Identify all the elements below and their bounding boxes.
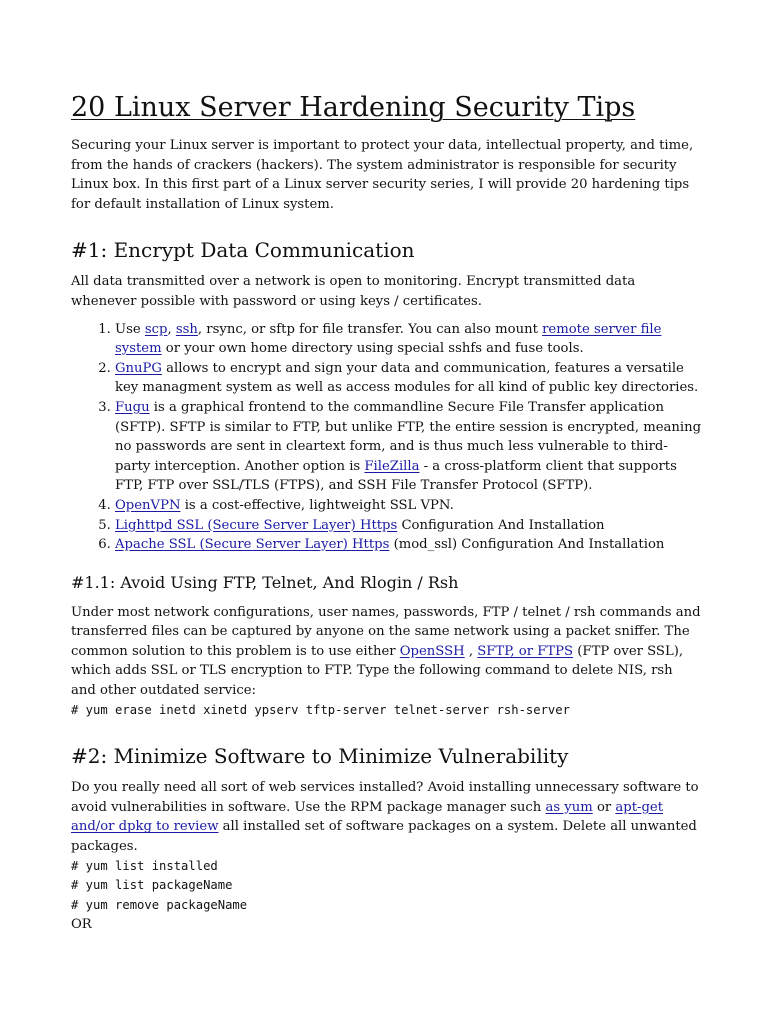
text: is a graphical frontend to the commandline Secure File Transfer application (SFTP). SFTP is similar to FTP, but unlike FTP, the entire session is encrypted, meaning no passwords are sent in cleartext form, and is thus much less vulnerable to third-party interception. Another option is <box>115 399 702 474</box>
sftp-ftps-link[interactable]: SFTP, or FTPS <box>477 643 574 659</box>
filezilla-link[interactable]: FileZilla <box>364 458 420 474</box>
openvpn-link[interactable]: OpenVPN <box>115 497 181 513</box>
text: Do you really need all sort of web services installed? Avoid installing unnecessary software to avoid vulnerabilities in software. Use the RPM package manager such <box>71 780 699 815</box>
code-line: # yum list installed <box>71 858 218 873</box>
text: Configuration And Installation <box>397 517 605 533</box>
text: Use <box>115 321 145 337</box>
text: (FTP over SSL), which adds SSL or TLS encryption to FTP. Type the following command to delete NIS, rsh and other outdated service: <box>71 643 684 699</box>
openssh-link[interactable]: OpenSSH <box>399 643 465 659</box>
text: is a cost-effective, lightweight SSL VPN. <box>180 497 454 513</box>
list-item <box>115 359 701 398</box>
lighttpd-ssl-link[interactable]: Lighttpd SSL (Secure Server Layer) Https <box>115 517 398 533</box>
text: - a cross-platform client that supports FTP, FTP over SSL/TLS (FTPS), and SSH File Transfer Protocol (SFTP). <box>115 458 677 494</box>
text: Under most network configurations, user names, passwords, FTP / telnet / rsh commands and transferred files can be captured by anyone on the same network using a packet sniffer. The common solution to this problem is to use either <box>71 604 701 659</box>
text: , rsync, or sftp for file transfer. You can also mount <box>197 321 543 337</box>
code-line: # yum remove packageName <box>71 897 248 912</box>
apache-ssl-link[interactable]: Apache SSL (Secure Server Layer) Https <box>115 537 390 553</box>
list-item <box>115 398 701 496</box>
list-item <box>115 320 701 359</box>
scp-link[interactable]: scp <box>144 321 168 337</box>
text: , <box>464 643 478 659</box>
fugu-link[interactable]: Fugu <box>115 399 150 415</box>
text: all installed set of software packages on a system. Delete all unwanted packages. <box>71 819 697 855</box>
section-1-paragraph: All data transmitted over a network is open to monitoring. Encrypt transmitted data whenever possible with password or using keys / certificates. <box>71 274 636 309</box>
apt-get-dpkg-link[interactable]: apt-get and/or dpkg to review <box>71 799 664 835</box>
ssh-link[interactable]: ssh <box>175 321 198 337</box>
list-item <box>115 516 701 536</box>
section-2-heading: #2: Minimize Software to Minimize Vulnerability <box>71 744 569 769</box>
article <box>71 90 701 935</box>
code-line: # yum erase inetd xinetd ypserv tftp-server telnet-server rsh-server <box>71 702 570 717</box>
section-1-1-heading: #1.1: Avoid Using FTP, Telnet, And Rlogin / Rsh <box>71 572 459 592</box>
section-1-heading: #1: Encrypt Data Communication <box>71 238 415 263</box>
or-text: OR <box>71 917 92 933</box>
text: or <box>592 799 616 815</box>
text: allows to encrypt and sign your data and communication, features a versatile key managment system as well as access modules for all kind of public key directories. <box>115 360 699 396</box>
list-item <box>115 535 701 555</box>
code-line: # yum list packageName <box>71 878 233 893</box>
section-1-1-paragraph <box>71 603 701 701</box>
list-item <box>115 496 701 516</box>
yum-link[interactable]: as yum <box>545 799 593 815</box>
remote-server-file-system-link[interactable]: remote server file system <box>115 321 662 357</box>
text: (mod_ssl) Configuration And Installation <box>389 537 665 553</box>
page-title: 20 Linux Server Hardening Security Tips <box>71 92 636 123</box>
gnupg-link[interactable]: GnuPG <box>115 360 162 376</box>
text: , <box>167 321 176 337</box>
text: or your own home directory using special sshfs and fuse tools. <box>161 341 584 357</box>
intro-paragraph: Securing your Linux server is important to protect your data, intellectual property, and time, from the hands of crackers (hackers). The system administrator is responsible for security Linux box. In this first part of a Linux server security series, I will provide 20 hardening tips for default installation of Linux system. <box>71 138 694 212</box>
encryption-tools-list <box>71 320 701 555</box>
section-2-paragraph <box>71 778 701 856</box>
